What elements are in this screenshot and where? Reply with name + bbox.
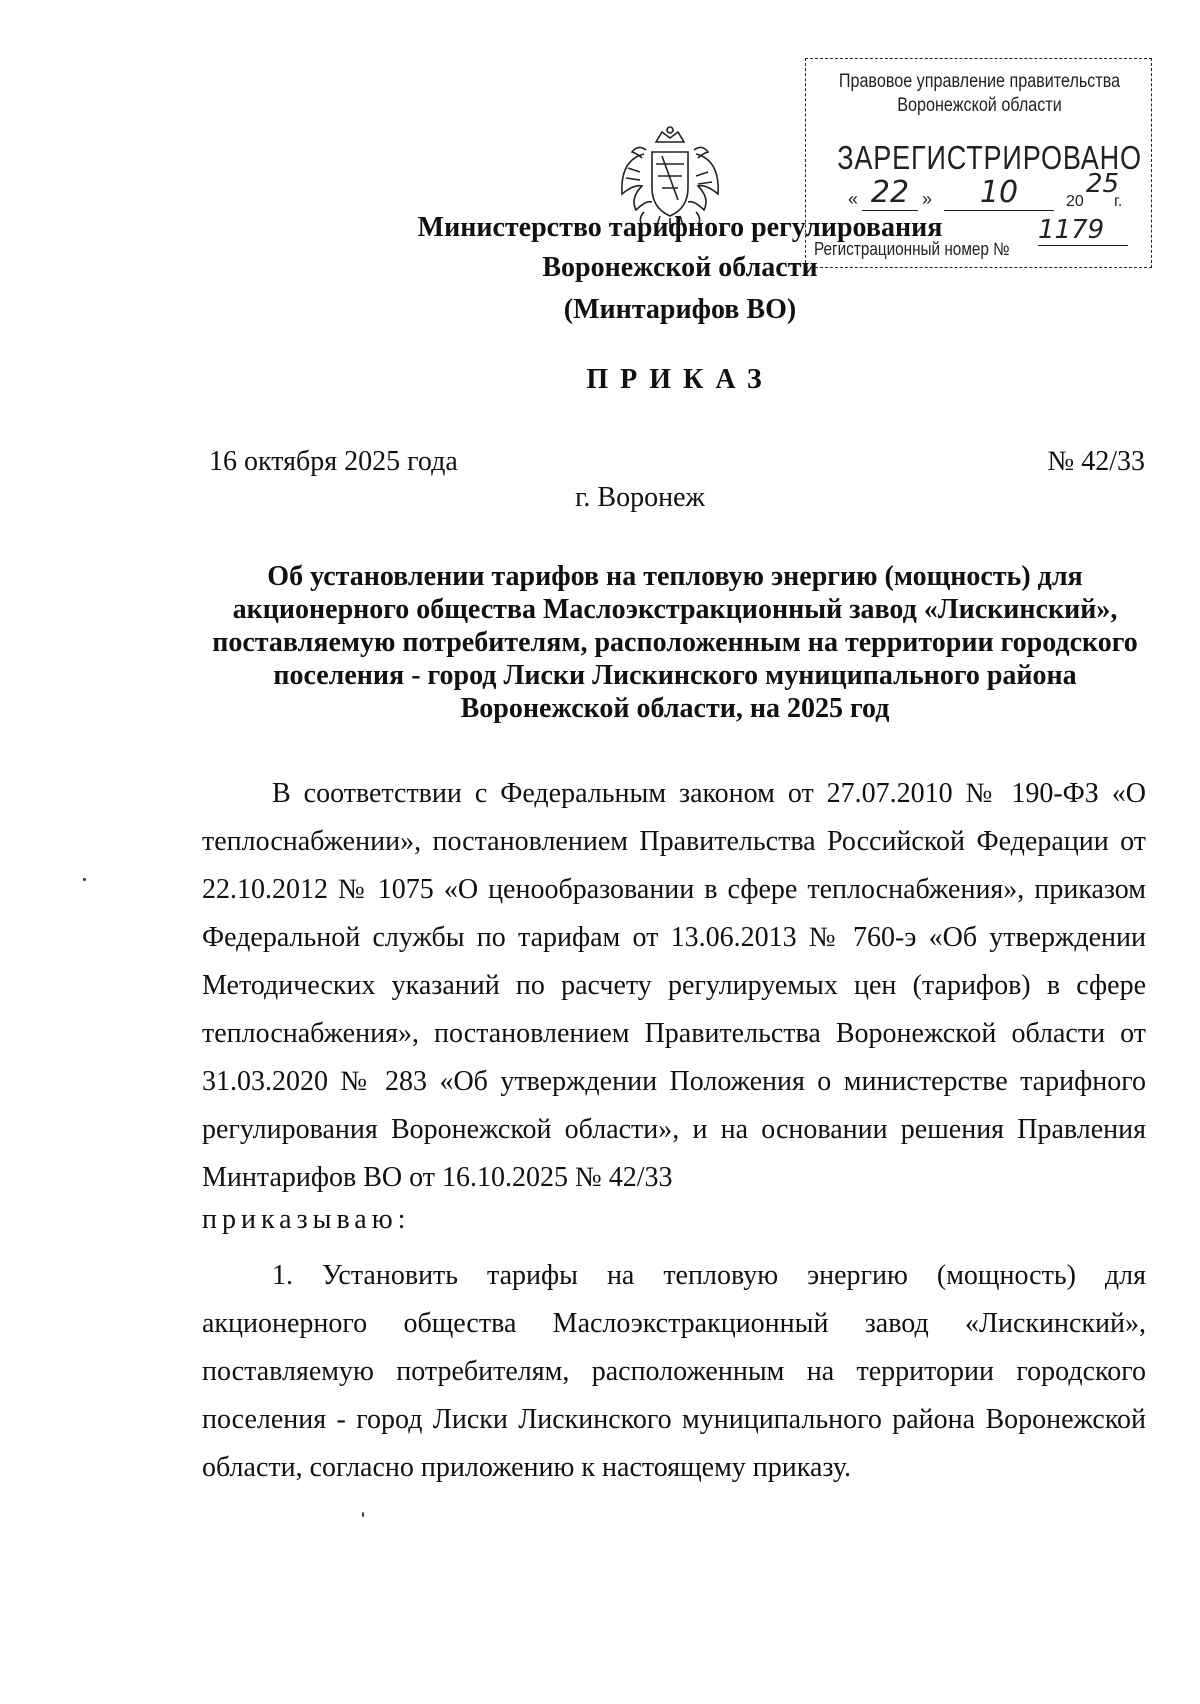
order-date: 16 октября 2025 года: [209, 446, 458, 477]
organization-abbreviation: (Минтарифов ВО): [563, 294, 797, 325]
order-verb: приказываю:: [202, 1204, 411, 1235]
stamp-registration-number-label: Регистрационный номер №: [814, 239, 1010, 259]
stamp-month: 10: [944, 175, 1054, 211]
order-number: № 42/33: [1047, 446, 1145, 477]
document-type-title: ПРИКАЗ: [586, 364, 774, 395]
order-subject-heading: Об установлении тарифов на тепловую энергию (мощность) для акционерного общества Маслоэкстракционный завод «Лискинский», поставляемую потребителям, расположенным на территории городского поселения - город Лиски Лискинского муниципального района Воронежской области, на 2025 год: [212, 561, 1138, 724]
registration-stamp: [805, 58, 1152, 268]
scan-mark: [83, 878, 86, 881]
stamp-day: 22: [862, 175, 918, 211]
stamp-year-suffix: г.: [1114, 193, 1123, 210]
organization-name-line1: Министерство тарифного регулирования: [417, 212, 943, 243]
organization-name-line2: Воронежской области: [542, 252, 818, 283]
preamble-paragraph: В соответствии с Федеральным законом от 27.07.2010 № 190-ФЗ «О теплоснабжении», постановлением Правительства Российской Федерации от 22.10.2012 № 1075 «О ценообразовании в сфере теплоснабжения», приказом Федеральной службы по тарифам от 13.06.2013 № 760-э «Об утверждении Методических указаний по расчету регулируемых цен (тарифов) в сфере теплоснабжения», постановлением Правительства Воронежской области от 31.03.2020 № 283 «Об утверждении Положения о министерстве тарифного регулирования Воронежской области», и на основании решения Правления Минтарифов ВО от 16.10.2025 № 42/33: [202, 778, 1146, 1193]
stamp-authority-line1: Правовое управление правительства: [838, 71, 1121, 92]
stamp-year: 25: [1086, 169, 1120, 199]
stamp-authority-line2: Воронежской области: [897, 95, 1062, 116]
scan-mark: [362, 1512, 364, 1517]
stamp-year-prefix: 20: [1066, 193, 1084, 210]
stamp-date-row: « 22 » 10 20 25 г.: [848, 169, 1123, 210]
order-city: г. Воронеж: [575, 482, 705, 513]
stamp-registration-number: 1179: [1038, 215, 1128, 246]
stamp-registered-label: ЗАРЕГИСТРИРОВАНО: [837, 139, 1142, 176]
order-item-1: 1. Установить тарифы на тепловую энергию (мощность) для акционерного общества Маслоэкстракционный завод «Лискинский», поставляемую потребителям, расположенным на территории городского поселения - город Лиски Лискинского муниципального района Воронежской области, согласно приложению к настоящему приказу.: [202, 1260, 1146, 1483]
